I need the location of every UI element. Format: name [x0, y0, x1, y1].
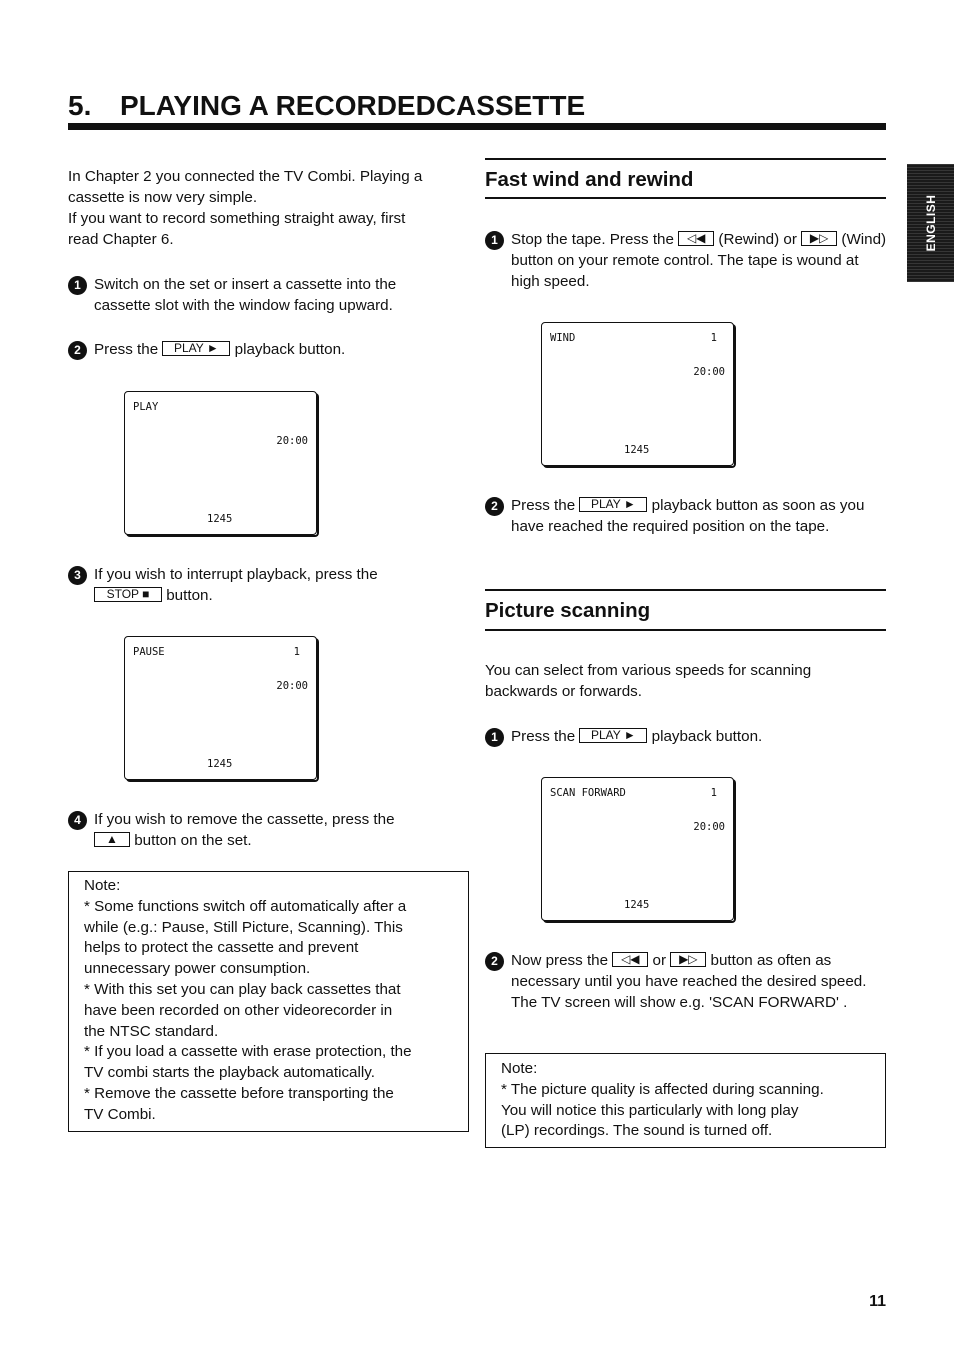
step-text-post: button as often as necessary until you have reached the desired speed.: [511, 952, 867, 990]
intro-paragraph: [68, 166, 468, 250]
osd-mode: SCAN FORWARD: [550, 787, 626, 799]
step-3: [68, 564, 448, 606]
osd-tape-counter: 1245: [624, 899, 650, 911]
eject-key-icon: ▲: [94, 832, 130, 847]
osd-tape-counter: 1245: [207, 513, 233, 525]
stop-key-icon: STOP ■: [94, 587, 162, 602]
step-text-post: playback button.: [651, 728, 763, 745]
step-4: [68, 809, 458, 851]
note-line: * The picture quality is affected during scanning.: [501, 1080, 824, 1098]
step-number-badge: 1: [485, 728, 504, 747]
note-box: [485, 1053, 886, 1148]
intro-line: You can select from various speeds for scanning: [485, 662, 812, 679]
step-text-post: playback button as soon as you have reached the required position on the tape.: [511, 497, 865, 535]
rewind-key-icon: ◁◀: [612, 952, 648, 967]
osd-screen-scan-forward: [541, 777, 734, 921]
title-rule: [68, 123, 886, 130]
step-number-badge: 2: [68, 341, 87, 360]
step-text-pre: Press the: [94, 341, 159, 358]
osd-screen-play: [124, 391, 317, 535]
step-text-pre: Press the: [511, 728, 576, 745]
osd-time: 20:00: [276, 680, 308, 692]
scanning-step-2: [485, 950, 887, 1013]
note-line: Note:: [501, 1060, 538, 1077]
step-number-badge: 3: [68, 566, 87, 585]
osd-tape-counter: 1245: [207, 758, 233, 770]
step-text: [68, 809, 458, 851]
note-line: the NTSC standard.: [84, 1022, 219, 1040]
step-text-pre: Press the: [511, 497, 576, 514]
osd-mode: PAUSE: [133, 646, 165, 658]
language-tab-label: ENGLISH: [923, 194, 938, 252]
step-number-badge: 1: [68, 276, 87, 295]
scanning-step-1: [485, 726, 887, 747]
step-text-line2: The TV screen will show e.g. 'SCAN FORWARD' .: [511, 994, 848, 1011]
step-text-post: playback button.: [234, 341, 346, 358]
intro-line: In Chapter 2 you connected the TV Combi. Playing a: [68, 168, 423, 185]
language-tab: [907, 164, 954, 282]
intro-line: read Chapter 6.: [68, 231, 174, 248]
note-line: (LP) recordings. The sound is turned off.: [501, 1122, 773, 1140]
step-text: [68, 564, 448, 606]
note-line: TV combi starts the playback automatically.: [84, 1064, 375, 1082]
step-text: [485, 950, 887, 1013]
osd-counter: 1: [293, 646, 300, 658]
step-text-post: button on the set.: [134, 832, 252, 849]
step-number-badge: 4: [68, 811, 87, 830]
note-line: TV Combi.: [84, 1105, 156, 1123]
play-key-icon: PLAY ►: [579, 728, 647, 743]
section-rule-bottom: [485, 197, 886, 199]
wind-key-icon: ▶▷: [670, 952, 706, 967]
osd-screen-pause: [124, 636, 317, 780]
page-title: [68, 90, 886, 122]
step-text-pre: If you wish to remove the cassette, press the: [94, 811, 395, 828]
step-text-pre: Now press the: [511, 952, 609, 969]
step-text-mid: (Rewind) or: [718, 231, 797, 248]
step-text: [68, 339, 458, 360]
page-number: 11: [869, 1293, 886, 1310]
osd-mode: WIND: [550, 332, 576, 344]
step-text-pre: If you wish to interrupt playback, press the: [94, 566, 378, 583]
step-text: [485, 726, 887, 747]
osd-mode: PLAY: [133, 401, 159, 413]
step-text: [485, 495, 887, 537]
rewind-key-icon: ◁◀: [678, 231, 714, 246]
section-rule-top: [485, 589, 886, 591]
osd-counter: 1: [710, 332, 717, 344]
note-line: * If you load a cassette with erase protection, the: [84, 1043, 412, 1061]
step-text-post: (Wind) button on your remote control. The tape is wound at high speed.: [511, 231, 887, 290]
note-line: have been recorded on other videorecorder in: [84, 1001, 393, 1019]
intro-line: If you want to record something straight away, first: [68, 210, 406, 227]
fast-wind-step-2: [485, 495, 887, 537]
note-line: while (e.g.: Pause, Still Picture, Scanning). This: [84, 918, 403, 936]
section-heading-fast-wind: Fast wind and rewind: [485, 168, 694, 191]
note-line: unnecessary power consumption.: [84, 960, 311, 978]
section-rule-bottom: [485, 629, 886, 631]
intro-line: backwards or forwards.: [485, 683, 642, 700]
step-text: Switch on the set or insert a cassette into the cassette slot with the window facing upward.: [94, 276, 397, 314]
fast-wind-step-1: [485, 229, 887, 292]
wind-key-icon: ▶▷: [801, 231, 837, 246]
step-text-post: button.: [166, 587, 213, 604]
play-key-icon: PLAY ►: [162, 341, 230, 356]
note-line: You will notice this particularly with long play: [501, 1101, 799, 1119]
osd-tape-counter: 1245: [624, 444, 650, 456]
osd-time: 20:00: [693, 821, 725, 833]
step-text-pre: Stop the tape. Press the: [511, 231, 674, 248]
section-rule-top: [485, 158, 886, 160]
note-box: [68, 871, 469, 1132]
osd-time: 20:00: [276, 435, 308, 447]
note-line: * With this set you can play back cassettes that: [84, 980, 401, 998]
osd-time: 20:00: [693, 366, 725, 378]
section-heading-picture-scanning: Picture scanning: [485, 599, 651, 622]
osd-screen-wind: [541, 322, 734, 466]
step-number-badge: 2: [485, 952, 504, 971]
note-line: helps to protect the cassette and prevent: [84, 939, 359, 957]
step-number-badge: 2: [485, 497, 504, 516]
step-number-badge: 1: [485, 231, 504, 250]
note-line: * Remove the cassette before transporting the: [84, 1084, 394, 1102]
step-1: [68, 274, 448, 316]
chapter-title: PLAYING A RECORDEDCASSETTE: [120, 90, 586, 121]
scanning-intro: [485, 660, 886, 702]
step-text: [485, 229, 887, 292]
osd-counter: 1: [710, 787, 717, 799]
note-line: * Some functions switch off automatically after a: [84, 897, 407, 915]
intro-line: cassette is now very simple.: [68, 189, 258, 206]
chapter-number: 5.: [68, 90, 92, 121]
note-line: Note:: [84, 877, 121, 894]
play-key-icon: PLAY ►: [579, 497, 647, 512]
step-text-mid: or: [652, 952, 667, 969]
step-2: [68, 339, 458, 360]
